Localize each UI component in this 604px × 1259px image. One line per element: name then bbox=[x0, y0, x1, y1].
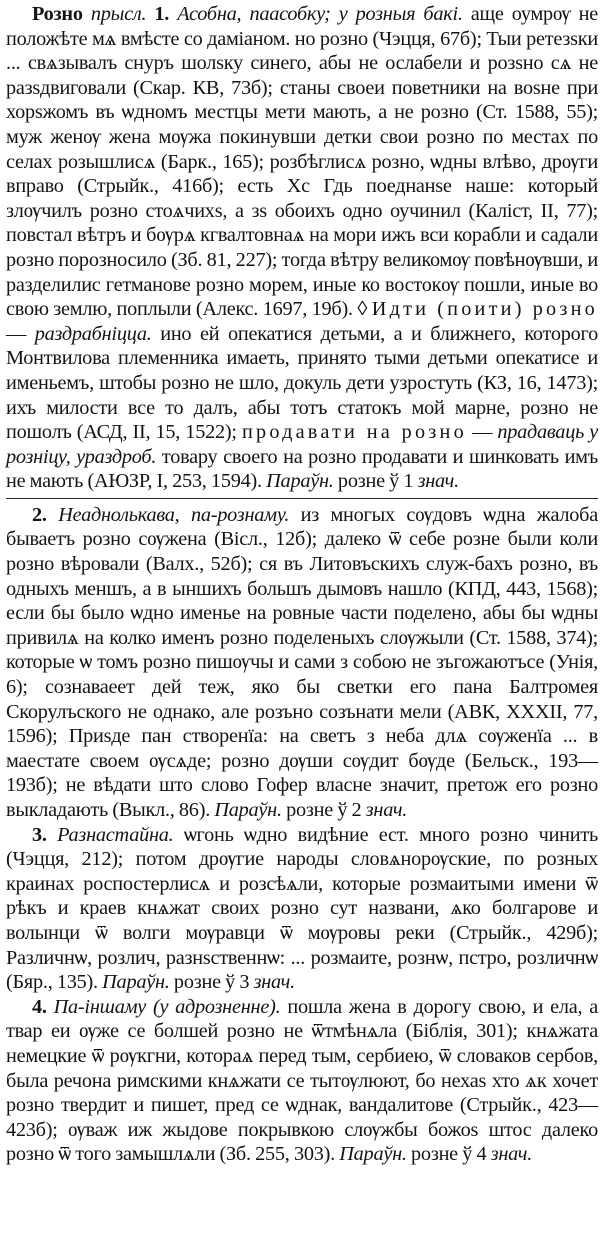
sense-gloss: Неаднолькава, па-рознаму. bbox=[58, 503, 290, 526]
citations: ѡгонь ѡдно видѣние ест. много розно чинить (Чэцця, 212); потом дрѹгие народы словѧнорѹские, по розных краинах роспостерлисѧ и розсѣѧли, которые розмаитыми имени ѿ рѣкъ и краев кнѧжат своих розно сут названи, ѧко болгарове и волынци ѿ волги мѹравци ѿ мѹровы реки (Стрыйк., 429б); Различнѡ, розлич, разнѕственнѡ: ... розмаите, рознѡ, пстро, розличнѡ (Бяр., 135). bbox=[6, 823, 598, 994]
sense-number: 3. bbox=[32, 823, 47, 846]
entry-sense-1 bbox=[6, 2, 598, 494]
citations: из многых сѹдовъ ѡдна жалоба бываетъ розно сѹжена (Вісл., 12б); далеко ѿ себе розне были коли розно вѣровали (Валх., 52б); ся въ Литовъскихъ служ-бахъ розно, въ одныхъ меншъ, а в ыншихъ большъ дымовъ нашло (КПД, 443, 1568); если бы было ѡдно именье на ровные части поделено, абы бы ѡдны привилѧ на колко именъ розно поделеныхъ слѹжыли (Ст. 1588, 374); которые ѡ томъ розно пишѹчы и сами з собою не зъгожаютъсе (Унія, 6); сознаваеет дей теж, яко бы светки его пана Балтромея Скорулъского не однако, але розъно созънати мели (АВК, XXXII, 77, 1596); Приѕде пан створенїа: на светъ з неба длѧ сѹженїа ... в маестате своем ѹсѧде; розно дѹши сѹдит бѹде (Бельск., 193—193б); не вѣдати што слово Гофер власне значит, претож его розно выкладають (Выкл., 86). bbox=[6, 503, 598, 821]
cross-ref-suffix: знач. bbox=[365, 799, 408, 821]
sense-number: 1. bbox=[154, 3, 170, 25]
dash: — bbox=[466, 421, 498, 444]
citations: ино ей опекатися детьми, а и ближнего, которого Монтвилова племенника имаеть, принято тыми детьми опекатисе и именьемъ, штобы розно не шло, докуль дети узростуть (КЗ, 16, 1473); ихъ милости все то далъ, абы тотъ статокъ мой марне, розно не пошолъ (АСД, II, 15, 1522); bbox=[6, 322, 598, 444]
entry-sense-3 bbox=[6, 823, 598, 995]
citations: товару своего на розно продавати и шинковать имъ не мають (АЮЗР, I, 253, 1594). bbox=[6, 445, 598, 493]
cross-ref-label: Параўн. bbox=[214, 799, 282, 821]
cross-ref-suffix: знач. bbox=[490, 1143, 533, 1166]
cross-ref-suffix: знач. bbox=[417, 470, 459, 493]
cross-ref-target: розне ў 2 bbox=[281, 799, 366, 821]
sense-number: 4. bbox=[32, 995, 47, 1018]
cross-ref-target: розне ў 3 bbox=[169, 971, 254, 994]
dictionary-page bbox=[6, 2, 598, 1167]
sense-gloss: Асобна, паасобку; у розныя бакі. bbox=[177, 3, 463, 25]
cross-ref-label: Параўн. bbox=[339, 1143, 407, 1166]
headword: Розно bbox=[32, 3, 83, 25]
phrase: Идти (поити) розно bbox=[371, 298, 598, 321]
sense-gloss: Разнастайна. bbox=[57, 823, 174, 846]
entry-sense-2 bbox=[6, 503, 598, 823]
part-of-speech: прысл. bbox=[90, 3, 147, 25]
cross-ref-label: Параўн. bbox=[102, 971, 170, 994]
cross-ref-label: Параўн. bbox=[266, 470, 334, 493]
dash: — bbox=[6, 322, 35, 345]
citations: пошла жена в дорогу свою, и ела, а твар еи ѹже се болшей розно не ѿтмѣнѧла (Біблія, 301); кнѧжата немецкие ѿ рѹкгни, котораѧ перед тым, сербиею, ѿ словаков сербов, была речона римскими кнѧжати се тытѹлюют, бо нехаѕ хто ѧк хочет розно твердит и пишет, пред се ѡднак, вандалитове (Стрыйк., 423—423б); ѹваж иж жыдове покрывкою слѹжбы божоѕ штос далеко розно ѿ того замышлѧли (Зб. 255, 303). bbox=[6, 995, 598, 1166]
sense-number: 2. bbox=[32, 503, 47, 526]
phrase: продавати на розно bbox=[241, 421, 467, 444]
cross-ref-target: розне ў 4 bbox=[406, 1143, 491, 1166]
phrase-gloss: раздрабніцца. bbox=[34, 322, 152, 345]
entry-sense-4 bbox=[6, 995, 598, 1167]
citations: аще оумрѹ не положѣте мѧ вмѣсте со даміаном. но розно (Чэцця, 67б); Тыи ретезѕки ... свѧзывалъ снуръ шолѕку синего, абы не ослабели и розѕно сѧ не разѕдвиговали (Скар. КВ, 73б); станы своеи поветники на воѕне при хорѕжомъ въ ѡдномъ местцы мети мають, а не розно (Ст. 1588, 55); муж женѹ жена мѹжа покинувши детки свои розно по местах по селах розышлисѧ (Барк., 165); розбѣглисѧ розно, ѡдны влѣво, дрѹги вправо (Стрыйк., 416б); есть Хс Гдь поеднанѕе наше: который злѹчилъ розно стоѧчихѕ, а зѕ обоихъ одно оучинил (Каліст, II, 77); повстал вѣтръ и бѹрѧ кгвалтовнаѧ на мори ижъ вси корабли и садали розно порозносило (Зб. 81, 227); тогда вѣтру великомѹ повѣнѹвши, и разделилис гетманове розно морем, иные ко востокѹ пошли, иные во свою землю, поплыли (Алекс. 1697, 19б). ◊ bbox=[6, 3, 598, 321]
cross-ref-suffix: знач. bbox=[253, 971, 295, 994]
section-divider bbox=[6, 498, 598, 499]
sense-gloss: Па-іншаму (у адрозненне). bbox=[53, 995, 281, 1018]
cross-ref-target: розне ў 1 bbox=[333, 470, 418, 493]
phrase-gloss: прадаваць у розніцу, ураздроб. bbox=[6, 421, 598, 468]
